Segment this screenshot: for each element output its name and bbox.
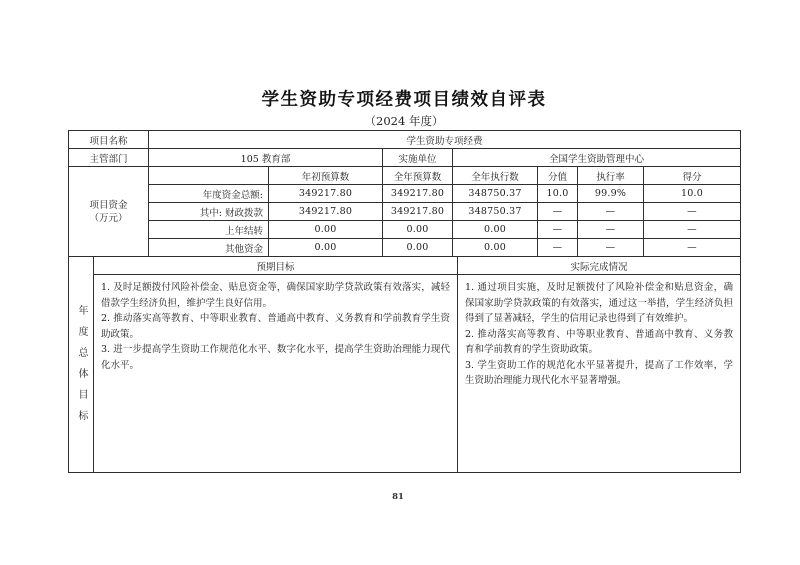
- funds-row-fiscal: [69, 203, 741, 221]
- funds-row-total-label: 年度资金总额:: [149, 185, 269, 203]
- funds-row-fiscal-label: 其中: 财政拨款: [149, 203, 269, 221]
- expected-goal-item: 3. 进一步提高学生资助工作规范化水平、数字化水平，提高学生资助治理能力现代化水平。: [101, 344, 450, 371]
- fiscal-initial-budget: 349217.80: [269, 203, 383, 221]
- funds-header-row: [69, 167, 741, 185]
- project-name-label: 项目名称: [69, 131, 149, 149]
- expected-goal-content: [94, 275, 458, 473]
- implementing-unit-label: 实施单位: [383, 149, 453, 167]
- funds-header-empty: [149, 167, 269, 185]
- implementing-unit-value: 全国学生资助管理中心: [453, 149, 741, 167]
- funds-header-annual-execution: 全年执行数: [453, 167, 538, 185]
- annual-goals-table: [68, 256, 741, 473]
- total-execution-rate: 99.9%: [578, 185, 644, 203]
- funds-header-score-weight: 分值: [538, 167, 578, 185]
- other-annual-budget: 0.00: [383, 239, 453, 257]
- other-annual-execution: 0.00: [453, 239, 538, 257]
- funds-header-score: 得分: [644, 167, 741, 185]
- carryover-execution-rate: —: [578, 221, 644, 239]
- actual-completion-item: 1. 通过项目实施，及时足额拨付了风险补偿金和贴息资金，确保国家助学贷款政策的有效落实，通过这一举措，学生经济负担得到了显著减轻，学生的信用记录也得到了有效维护。: [465, 282, 733, 324]
- actual-completion-content: [458, 275, 741, 473]
- funds-row-other-label: 其他资金: [149, 239, 269, 257]
- funds-row-other: [69, 239, 741, 257]
- actual-completion-header: 实际完成情况: [458, 257, 741, 275]
- fiscal-annual-execution: 348750.37: [453, 203, 538, 221]
- other-initial-budget: 0.00: [269, 239, 383, 257]
- project-name-row: [69, 131, 741, 149]
- expected-goal-item: 2. 推动落实高等教育、中等职业教育、普通高中教育、义务教育和学前教育学生资助政策。: [101, 313, 450, 340]
- funds-row-carryover-label: 上年结转: [149, 221, 269, 239]
- annual-goal-side-label-cell: [69, 257, 94, 473]
- department-value: 105 教育部: [149, 149, 383, 167]
- project-funds-label: [69, 167, 149, 257]
- document-title: 学生资助专项经费项目绩效自评表: [261, 90, 547, 110]
- funds-header-initial-budget: 年初预算数: [269, 167, 383, 185]
- expected-goal-item: 1. 及时足额拨付风险补偿金、贴息资金等，确保国家助学贷款政策有效落实，减轻借款学生经济负担，维护学生良好信用。: [101, 282, 450, 309]
- total-annual-budget: 349217.80: [383, 185, 453, 203]
- total-annual-execution: 348750.37: [453, 185, 538, 203]
- fiscal-score: —: [644, 203, 741, 221]
- fiscal-execution-rate: —: [578, 203, 644, 221]
- funds-row-total: [69, 185, 741, 203]
- project-funds-table: [68, 130, 741, 257]
- funds-header-annual-budget: 全年预算数: [383, 167, 453, 185]
- department-row: [69, 149, 741, 167]
- other-score: —: [644, 239, 741, 257]
- actual-completion-item: 2. 推动落实高等教育、中等职业教育、普通高中教育、义务教育和学前教育的学生资助政策。: [465, 328, 733, 355]
- page-number: 81: [392, 492, 404, 502]
- funds-row-carryover: [69, 221, 741, 239]
- fiscal-annual-budget: 349217.80: [383, 203, 453, 221]
- evaluation-form: [68, 130, 740, 473]
- document-subtitle: （2024 年度）: [364, 114, 444, 128]
- goals-content-row: [69, 275, 741, 473]
- carryover-annual-execution: 0.00: [453, 221, 538, 239]
- carryover-annual-budget: 0.00: [383, 221, 453, 239]
- expected-goal-header: 预期目标: [94, 257, 458, 275]
- fiscal-score-weight: —: [538, 203, 578, 221]
- annual-goal-side-label: 年度总体目标: [76, 305, 87, 431]
- total-score-weight: 10.0: [538, 185, 578, 203]
- goals-header-row: [69, 257, 741, 275]
- department-label: 主管部门: [69, 149, 149, 167]
- other-score-weight: —: [538, 239, 578, 257]
- other-execution-rate: —: [578, 239, 644, 257]
- actual-completion-item: 3. 学生资助工作的规范化水平显著提升，提高了工作效率，学生资助治理能力现代化水平显著增强。: [465, 359, 733, 386]
- project-funds-label-line2: （万元）: [89, 212, 128, 224]
- project-funds-label-line1: 项目资金: [89, 199, 128, 211]
- carryover-score-weight: —: [538, 221, 578, 239]
- total-initial-budget: 349217.80: [269, 185, 383, 203]
- project-name-value: 学生资助专项经费: [149, 131, 741, 149]
- carryover-score: —: [644, 221, 741, 239]
- total-score: 10.0: [644, 185, 741, 203]
- carryover-initial-budget: 0.00: [269, 221, 383, 239]
- funds-header-execution-rate: 执行率: [578, 167, 644, 185]
